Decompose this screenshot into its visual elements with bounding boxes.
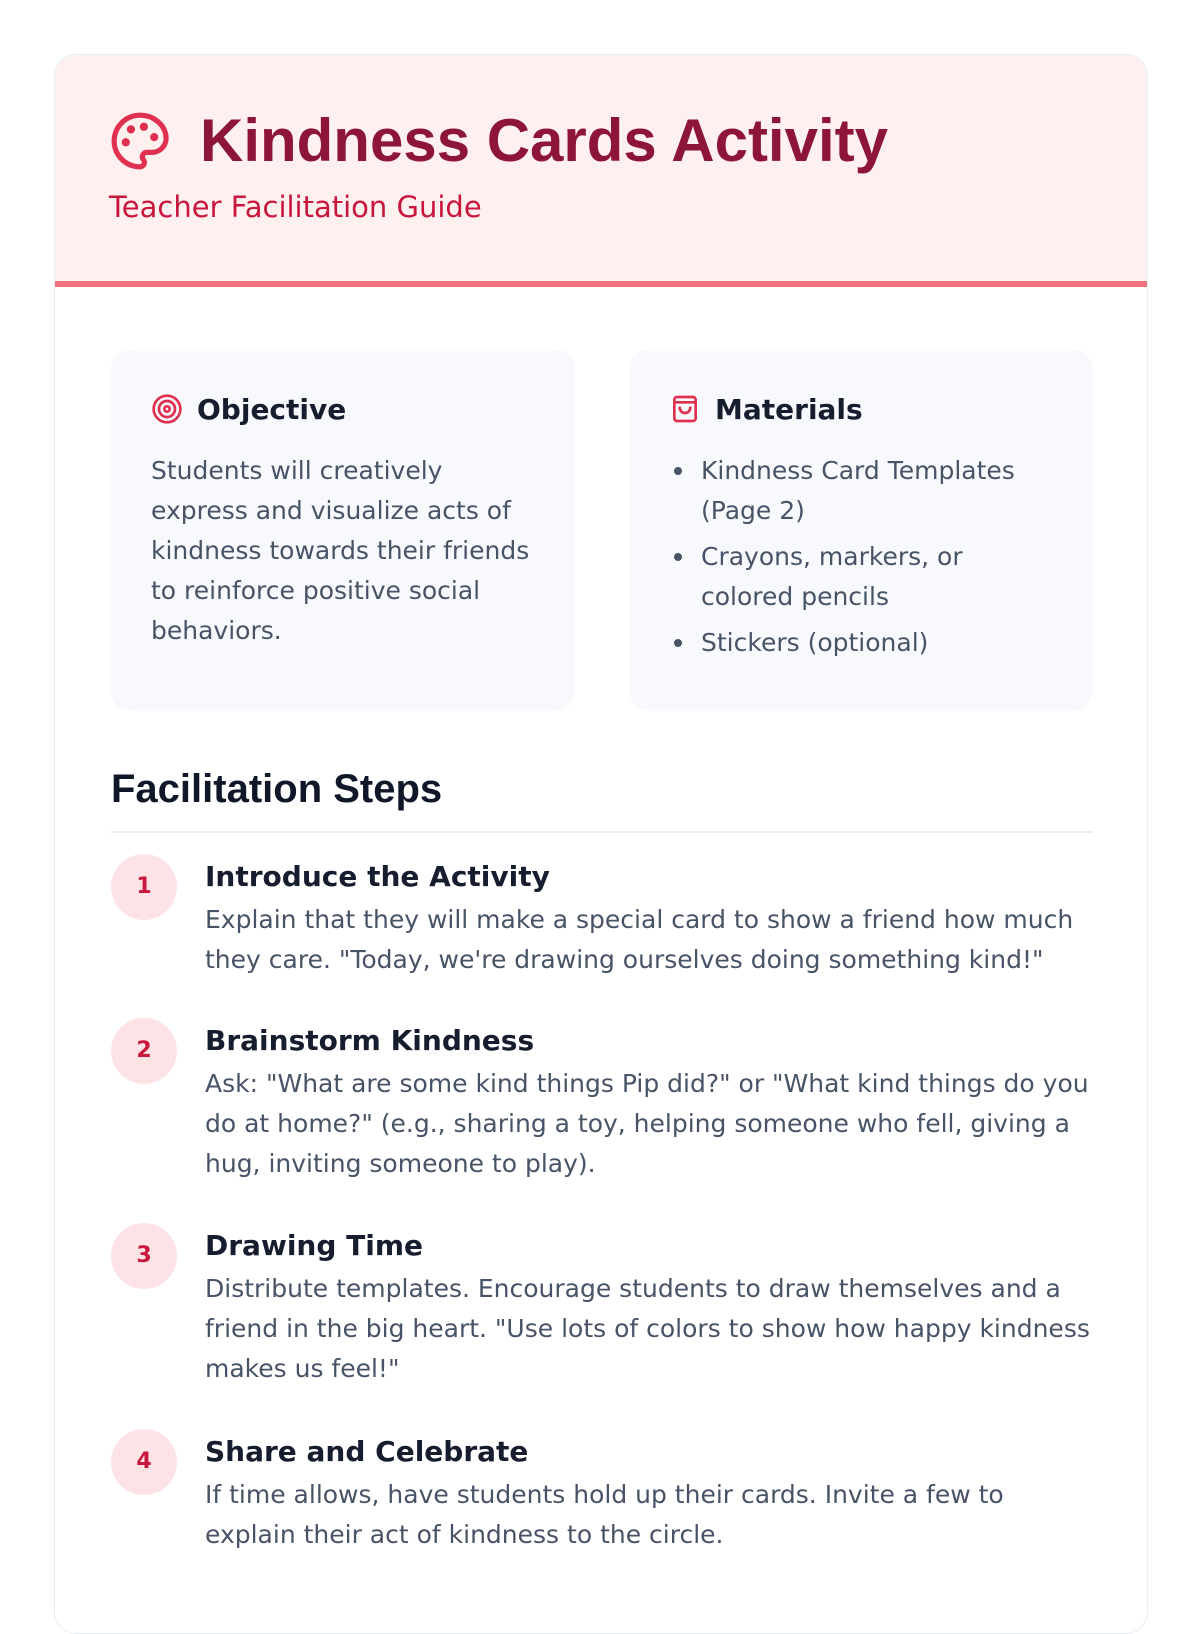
objective-panel bbox=[111, 349, 575, 711]
materials-item: Crayons, markers, or colored pencils bbox=[669, 537, 1061, 617]
step-number-badge: 1 bbox=[111, 854, 177, 920]
guide-header bbox=[55, 55, 1147, 287]
step-text: Explain that they will make a special card to show a friend how much they care. "Today, we're drawing ourselves doing something kind!" bbox=[205, 905, 1074, 974]
objective-text: Students will creatively express and visualize acts of kindness towards their friends to reinforce positive social behaviors. bbox=[151, 456, 530, 645]
step-text: If time allows, have students hold up their cards. Invite a few to explain their act of kindness to the circle. bbox=[205, 1480, 1004, 1549]
palette-icon bbox=[109, 110, 171, 172]
materials-heading bbox=[669, 387, 863, 431]
step-title: Brainstorm Kindness bbox=[205, 1024, 535, 1057]
section-divider bbox=[111, 831, 1093, 833]
page-title: Kindness Cards Activity bbox=[200, 107, 888, 174]
materials-list bbox=[669, 451, 1061, 669]
section-title: Facilitation Steps bbox=[111, 767, 443, 811]
objective-heading-label: Objective bbox=[197, 392, 347, 426]
step-title: Drawing Time bbox=[205, 1229, 423, 1262]
step-text: Ask: "What are some kind things Pip did?" or "What kind things do you do at home?" (e.g., sharing a toy, helping someone who fell, giving a hug, inviting someone to play). bbox=[205, 1069, 1089, 1178]
step-number-badge: 4 bbox=[111, 1429, 177, 1495]
materials-item: Kindness Card Templates (Page 2) bbox=[669, 451, 1061, 531]
target-icon bbox=[151, 393, 183, 425]
materials-item: Stickers (optional) bbox=[669, 623, 1061, 663]
step-title: Introduce the Activity bbox=[205, 860, 550, 893]
materials-heading-label: Materials bbox=[715, 392, 863, 426]
step-number-badge: 2 bbox=[111, 1018, 177, 1084]
step-title: Share and Celebrate bbox=[205, 1435, 529, 1468]
shopping-bag-icon bbox=[669, 393, 701, 425]
step-number-badge: 3 bbox=[111, 1223, 177, 1289]
page-subtitle: Teacher Facilitation Guide bbox=[109, 190, 482, 224]
objective-heading bbox=[151, 387, 346, 431]
guide-card bbox=[54, 54, 1148, 1634]
materials-panel bbox=[629, 349, 1093, 711]
step-text: Distribute templates. Encourage students to draw themselves and a friend in the big heart. "Use lots of colors to show how happy kindness makes us feel!" bbox=[205, 1274, 1090, 1383]
